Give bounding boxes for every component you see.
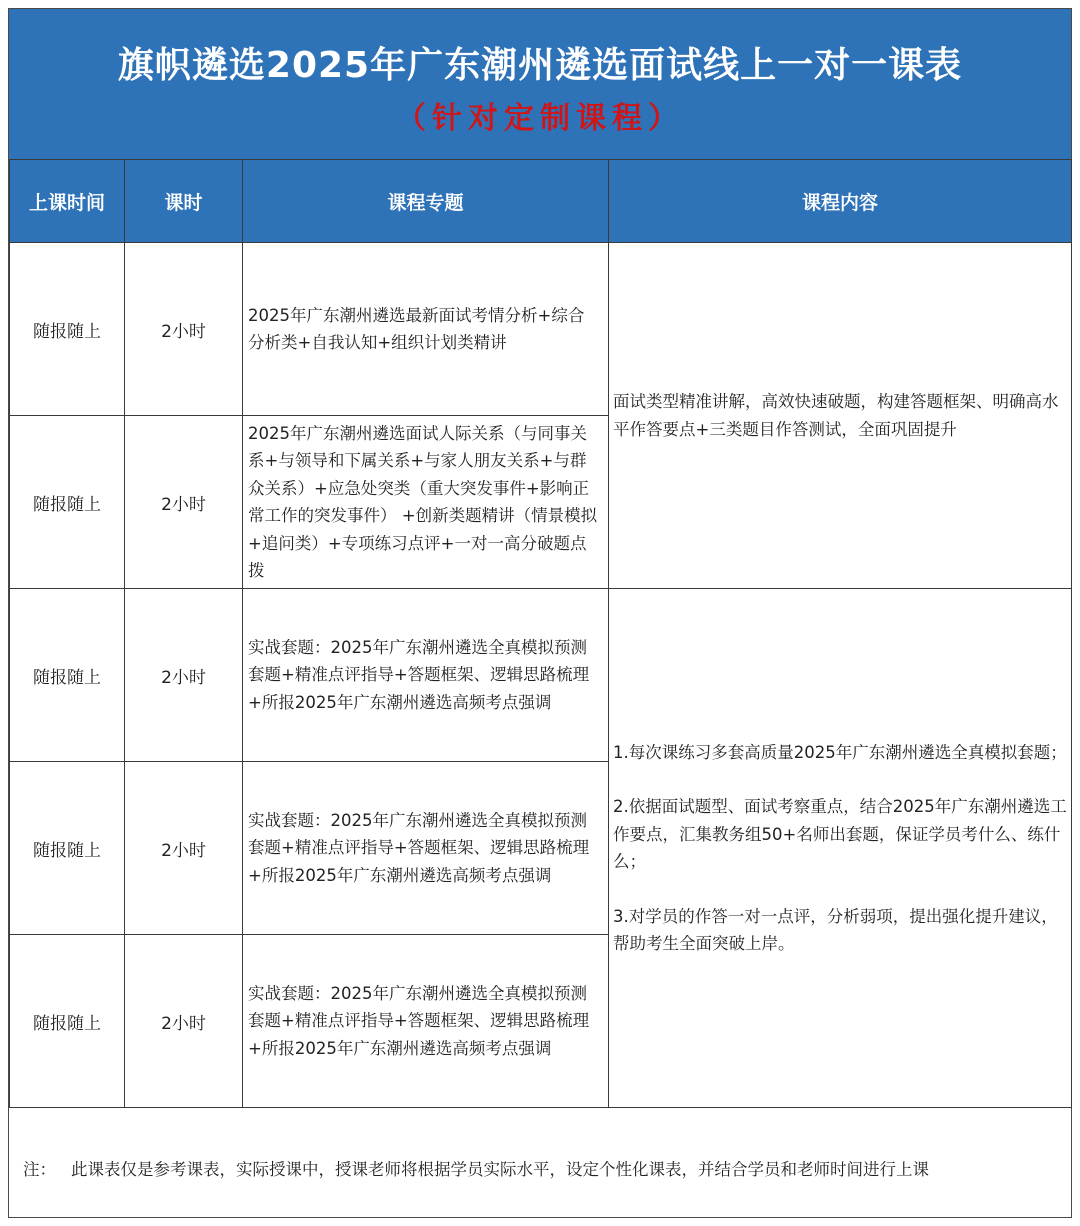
cell-time: 随报随上 <box>10 762 125 935</box>
cell-content-block-2 <box>609 589 1072 1108</box>
page-title: 旗帜遴选2025年广东潮州遴选面试线上一对一课表 <box>117 45 963 86</box>
cell-time: 随报随上 <box>10 243 125 416</box>
cell-topic: 2025年广东潮州遴选最新面试考情分析+综合分析类+自我认知+组织计划类精讲 <box>243 243 609 416</box>
cell-topic: 实战套题：2025年广东潮州遴选全真模拟预测套题+精准点评指导+答题框架、逻辑思路梳理+所报2025年广东潮州遴选高频考点强调 <box>243 935 609 1108</box>
page-subtitle: （针对定制课程） <box>396 101 684 136</box>
cell-topic: 2025年广东潮州遴选面试人际关系（与同事关系+与领导和下属关系+与家人朋友关系+与群众关系）+应急处突类（重大突发事件+影响正常工作的突发事件） +创新类题精讲（情景模拟+追问类）+专项练习点评+一对一高分破题点拨 <box>243 416 609 589</box>
schedule-table <box>9 159 1072 1108</box>
footnote-text: 此课表仅是参考课表，实际授课中，授课老师将根据学员实际水平，设定个性化课表，并结合学员和老师时间进行上课 <box>71 1160 929 1179</box>
header-hours: 课时 <box>125 160 243 243</box>
header-content: 课程内容 <box>609 160 1072 243</box>
cell-topic: 实战套题：2025年广东潮州遴选全真模拟预测套题+精准点评指导+答题框架、逻辑思路梳理+所报2025年广东潮州遴选高频考点强调 <box>243 762 609 935</box>
content-item: 3.对学员的作答一对一点评，分析弱项，提出强化提升建议，帮助考生全面突破上岸。 <box>613 906 1058 953</box>
schedule-sheet <box>8 8 1072 1218</box>
cell-hours: 2小时 <box>125 762 243 935</box>
table-row <box>10 589 1072 762</box>
table-header-row <box>10 160 1072 243</box>
cell-topic: 实战套题：2025年广东潮州遴选全真模拟预测套题+精准点评指导+答题框架、逻辑思路梳理+所报2025年广东潮州遴选高频考点强调 <box>243 589 609 762</box>
cell-content-block-1 <box>609 243 1072 589</box>
content-item: 1.每次课练习多套高质量2025年广东潮州遴选全真模拟套题； <box>613 742 1067 762</box>
table-row <box>10 243 1072 416</box>
cell-time: 随报随上 <box>10 589 125 762</box>
title-banner <box>9 9 1071 160</box>
cell-hours: 2小时 <box>125 416 243 589</box>
footnote <box>9 1110 1071 1217</box>
cell-hours: 2小时 <box>125 589 243 762</box>
content-text: 面试类型精准讲解，高效快速破题，构建答题框架、明确高水平作答要点+三类题目作答测试，全面巩固提升 <box>613 392 1059 439</box>
header-time: 上课时间 <box>10 160 125 243</box>
cell-hours: 2小时 <box>125 243 243 416</box>
cell-time: 随报随上 <box>10 416 125 589</box>
cell-hours: 2小时 <box>125 935 243 1108</box>
content-item: 2.依据面试题型、面试考察重点，结合2025年广东潮州遴选工作要点，汇集教务组50+名师出套题，保证学员考什么、练什么； <box>613 797 1067 871</box>
header-topic: 课程专题 <box>243 160 609 243</box>
cell-time: 随报随上 <box>10 935 125 1108</box>
footnote-label: 注： <box>23 1160 56 1179</box>
